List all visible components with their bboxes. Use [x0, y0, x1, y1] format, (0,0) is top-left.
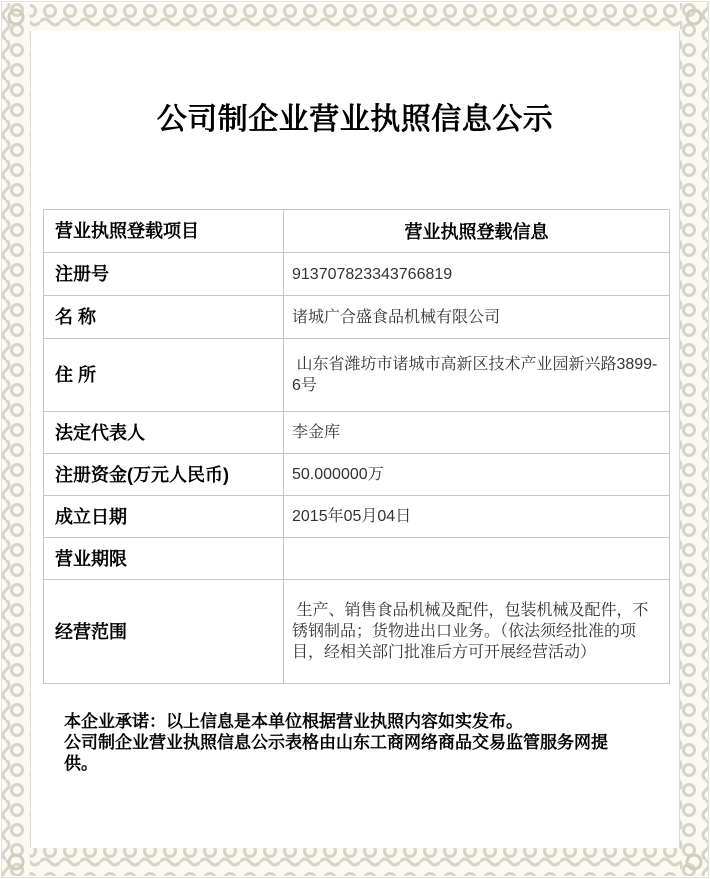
license-sheet	[31, 31, 679, 848]
page-title: 公司制企业营业执照信息公示	[156, 103, 554, 136]
row-value: 李金库	[284, 412, 670, 454]
row-label: 注册资金(万元人民币)	[44, 454, 284, 496]
row-value	[284, 538, 670, 580]
table-row-legal-representative	[44, 412, 670, 454]
header-info-column: 营业执照登载信息	[284, 210, 670, 253]
row-value: 诸城广合盛食品机械有限公司	[284, 296, 670, 339]
row-label: 名 称	[44, 296, 284, 339]
license-table	[43, 209, 670, 684]
table-row-address	[44, 339, 670, 412]
table-header-row	[44, 210, 670, 253]
row-label: 注册号	[44, 253, 284, 296]
row-label: 经营范围	[44, 580, 284, 684]
table-row-establishment-date	[44, 496, 670, 538]
row-label: 营业期限	[44, 538, 284, 580]
row-value: 生产、销售食品机械及配件，包装机械及配件，不锈钢制品；货物进出口业务。（依法须经批准的项目，经相关部门批准后方可开展经营活动）	[284, 580, 670, 684]
row-value: 2015年05月04日	[284, 496, 670, 538]
footer-provider-line: 公司制企业营业执照信息公示表格由山东工商网络商品交易监管服务网提供。	[64, 733, 608, 773]
table-row-registration-number	[44, 253, 670, 296]
row-value: 913707823343766819	[284, 253, 670, 296]
table-row-registered-capital	[44, 454, 670, 496]
row-label: 住 所	[44, 339, 284, 412]
footer-commitment-line: 本企业承诺：以上信息是本单位根据营业执照内容如实发布。	[64, 712, 523, 731]
row-value: 50.000000万	[284, 454, 670, 496]
table-row-business-term	[44, 538, 670, 580]
footer-note	[64, 711, 639, 774]
row-label: 法定代表人	[44, 412, 284, 454]
row-value: 山东省潍坊市诸城市高新区技术产业园新兴路3899-6号	[284, 339, 670, 412]
table-row-company-name	[44, 296, 670, 339]
header-item-column: 营业执照登载项目	[44, 210, 284, 253]
row-label: 成立日期	[44, 496, 284, 538]
table-row-business-scope	[44, 580, 670, 684]
